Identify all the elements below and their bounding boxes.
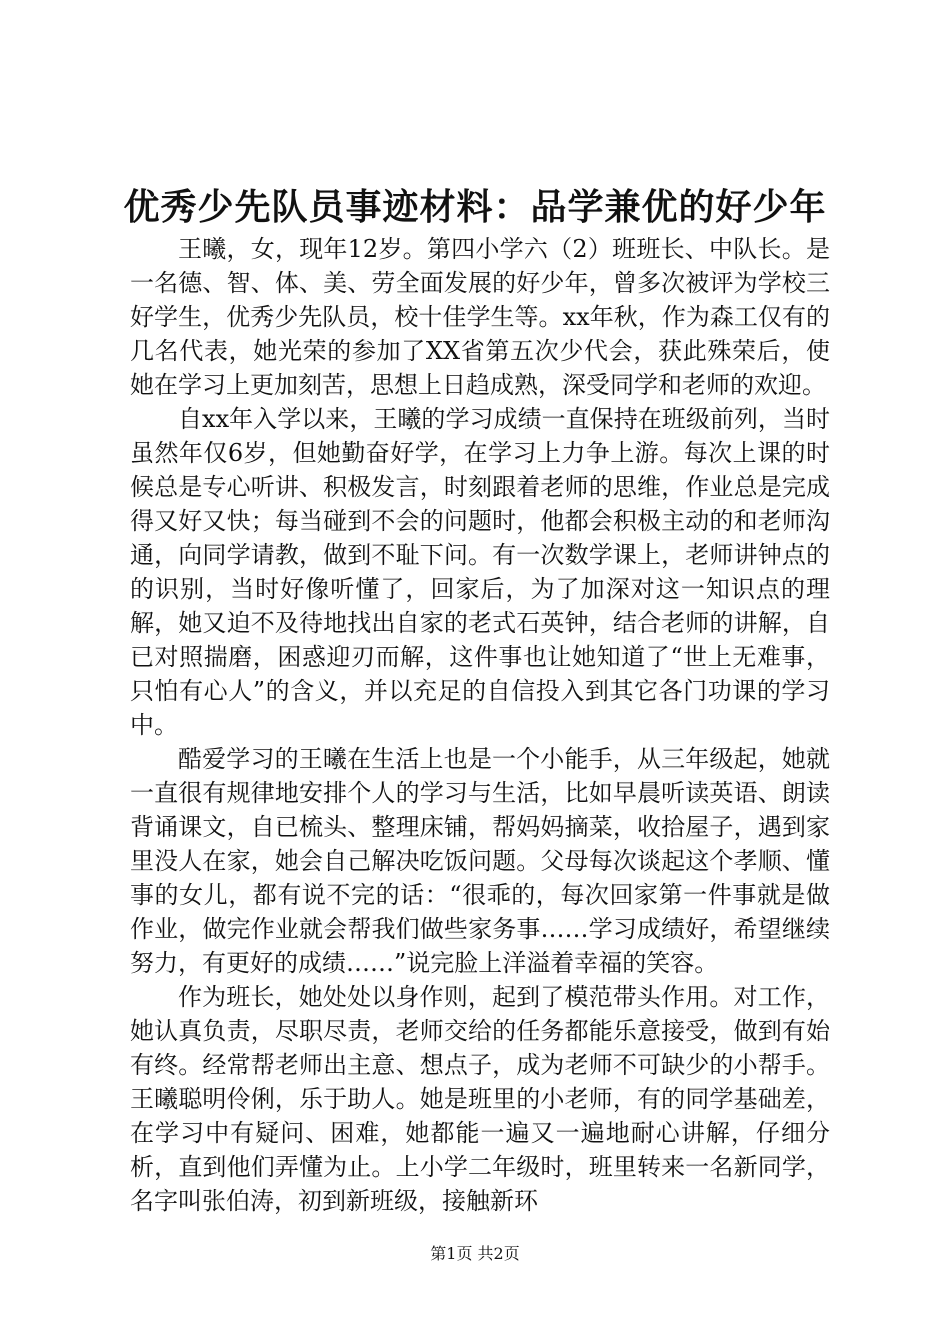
paragraph-study: 自xx年入学以来，王曦的学习成绩一直保持在班级前列，当时虽然年仅6岁，但她勤奋好学，在学习上力争上游。每次上课的时候总是专心听讲、积极发言，时刻跟着老师的思维，作业总是完成得又好又快；每当碰到不会的问题时，他都会积极主动的和老师沟通，向同学请教，做到不耻下问。有一次数学课上，老师讲钟点的的识别，当时好像听懂了，回家后，为了加深对这一知识点的理解，她又迫不及待地找出自家的老式石英钟，结合老师的讲解，自已对照揣磨，困惑迎刃而解，这件事也让她知道了“世上无难事，只怕有心人”的含义，并以充足的自信投入到其它各门功课的学习中。 <box>130 405 830 739</box>
document-title: 优秀少先队员事迹材料：品学兼优的好少年 <box>123 186 827 228</box>
paragraph-life: 酷爱学习的王曦在生活上也是一个小能手，从三年级起，她就一直很有规律地安排个人的学习与生活，比如早晨听读英语、朗读背诵课文，自已梳头、整理床铺，帮妈妈摘菜，收拾屋子，遇到家里没人在家，她会自己解决吃饭问题。父母每次谈起这个孝顺、懂事的女儿，都有说不完的话：“很乖的，每次回家第一件事就是做作业，做完作业就会帮我们做些家务事……学习成绩好，希望继续努力，有更好的成绩……”说完脸上洋溢着幸福的笑容。 <box>130 745 830 977</box>
paragraph-monitor: 作为班长，她处处以身作则，起到了模范带头作用。对工作，她认真负责，尽职尽责，老师交给的任务都能乐意接受，做到有始有终。经常帮老师出主意、想点子，成为老师不可缺少的小帮手。王曦聪明伶俐，乐于助人。她是班里的小老师，有的同学基础差，在学习中有疑问、困难，她都能一遍又一遍地耐心讲解，仔细分析，直到他们弄懂为止。上小学二年级时，班里转来一名新同学，名字叫张伯涛，初到新班级，接触新环 <box>130 983 830 1215</box>
document-body <box>130 232 830 1218</box>
page-number-footer: 第1页 共2页 <box>430 1244 520 1263</box>
paragraph-intro: 王曦，女，现年12岁。第四小学六（2）班班长、中队长。是一名德、智、体、美、劳全面发展的好少年，曾多次被评为学校三好学生，优秀少先队员，校十佳学生等。xx年秋，作为森工仅有的几名代表，她光荣的参加了XX省第五次少代会，获此殊荣后，使她在学习上更加刻苦，思想上日趋成熟，深受同学和老师的欢迎。 <box>130 235 830 399</box>
